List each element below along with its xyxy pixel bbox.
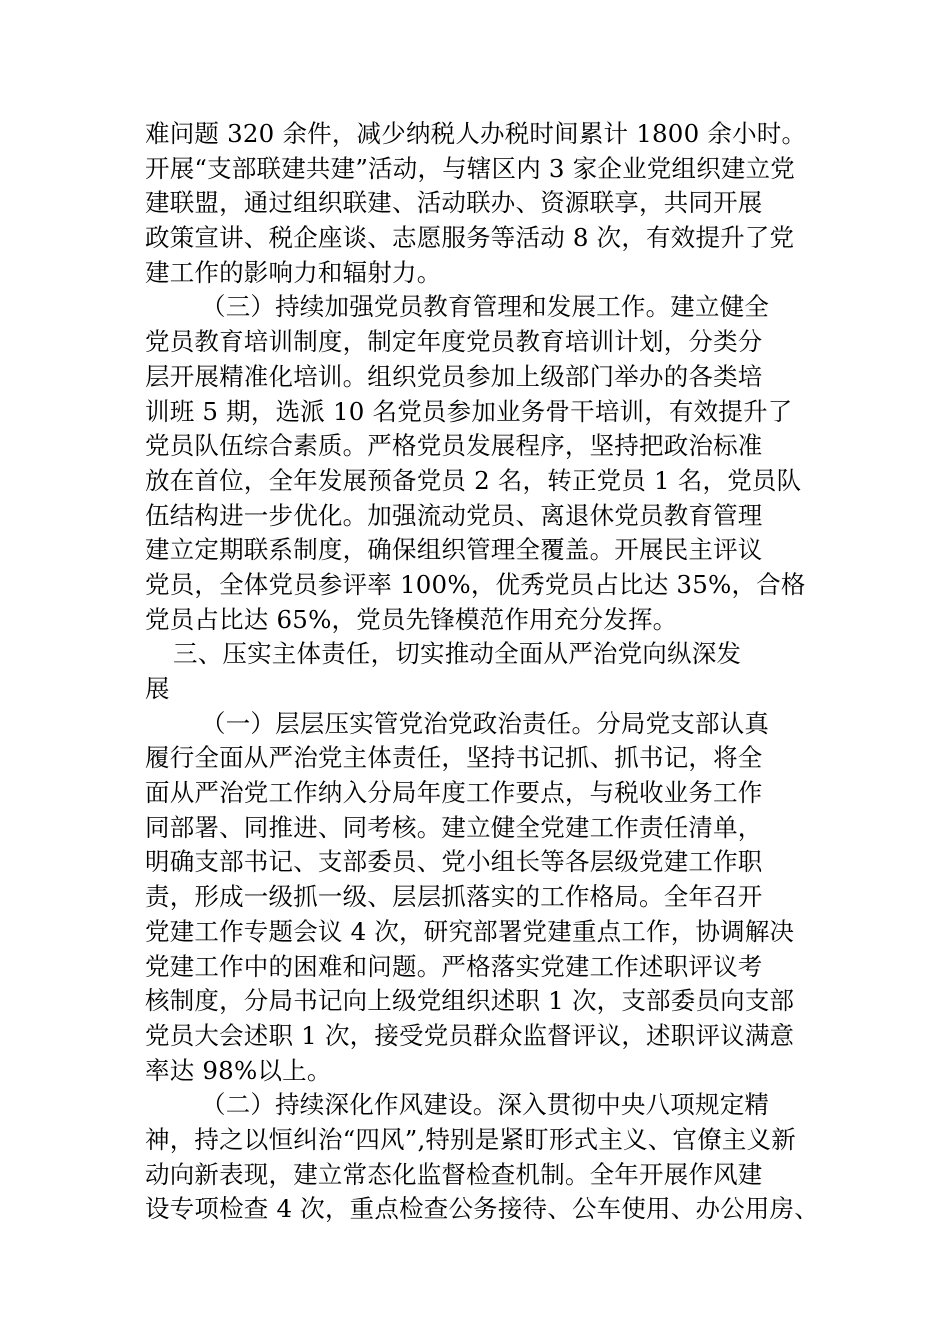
text-line: 层开展精准化培训。组织党员参加上级部门举办的各类培 [145, 361, 763, 391]
text-line: 神，持之以恒纠治“四风”,特别是紧盯形式主义、官僚主义新 [145, 1124, 796, 1154]
text-line: 动向新表现，建立常态化监督检查机制。全年开展作风建 [145, 1159, 763, 1189]
text-line: （一）层层压实管党治党政治责任。分局党支部认真 [201, 708, 770, 738]
text-line: 面从严治党工作纳入分局年度工作要点，与税收业务工作 [145, 778, 763, 808]
text-line: 党员占比达 65%，党员先锋模范作用充分发挥。 [145, 604, 678, 634]
text-line: 放在首位，全年发展预备党员 2 名，转正党员 1 名，党员队 [145, 465, 802, 495]
text-line: 三、压实主体责任，切实推动全面从严治党向纵深发 [173, 639, 742, 669]
text-line: 率达 98%以上。 [145, 1055, 332, 1085]
text-line: 开展“支部联建共建”活动，与辖区内 3 家企业党组织建立党 [145, 153, 796, 183]
text-line: （二）持续深化作风建设。深入贯彻中央八项规定精 [201, 1090, 770, 1120]
text-line: 履行全面从严治党主体责任，坚持书记抓、抓书记，将全 [145, 743, 763, 773]
text-line: 建立定期联系制度，确保组织管理全覆盖。开展民主评议 [145, 535, 763, 565]
text-line: 核制度，分局书记向上级党组织述职 1 次，支部委员向支部 [145, 986, 795, 1016]
text-line: 伍结构进一步优化。加强流动党员、离退休党员教育管理 [145, 500, 763, 530]
text-line: 明确支部书记、支部委员、党小组长等各层级党建工作职 [145, 847, 763, 877]
text-line: 党建工作专题会议 4 次，研究部署党建重点工作，协调解决 [145, 916, 795, 946]
text-line: 党员队伍综合素质。严格党员发展程序，坚持把政治标准 [145, 431, 763, 461]
text-line: 政策宣讲、税企座谈、志愿服务等活动 8 次，有效提升了党 [145, 223, 795, 253]
text-line: 党员大会述职 1 次，接受党员群众监督评议，述职评议满意 [145, 1020, 795, 1050]
text-line: 难问题 320 余件，减少纳税人办税时间累计 1800 余小时。 [145, 119, 807, 148]
text-line: 党员教育培训制度，制定年度党员教育培训计划，分类分 [145, 327, 763, 357]
text-line: （三）持续加强党员教育管理和发展工作。建立健全 [201, 292, 770, 322]
text-line: 建工作的影响力和辐射力。 [145, 257, 442, 287]
text-line: 党员，全体党员参评率 100%，优秀党员占比达 35%，合格 [145, 569, 806, 599]
text-line: 责，形成一级抓一级、层层抓落实的工作格局。全年召开 [145, 882, 763, 912]
document-body [145, 117, 825, 1227]
text-line: 建联盟，通过组织联建、活动联办、资源联享，共同开展 [145, 188, 763, 218]
text-line: 展 [145, 674, 170, 703]
text-line: 党建工作中的困难和问题。严格落实党建工作述职评议考 [145, 951, 763, 981]
text-line: 设专项检查 4 次，重点检查公务接待、公车使用、办公用房、 [145, 1194, 819, 1224]
text-line: 同部署、同推进、同考核。建立健全党建工作责任清单， [145, 812, 763, 842]
text-line: 训班 5 期，选派 10 名党员参加业务骨干培训，有效提升了 [145, 396, 793, 426]
